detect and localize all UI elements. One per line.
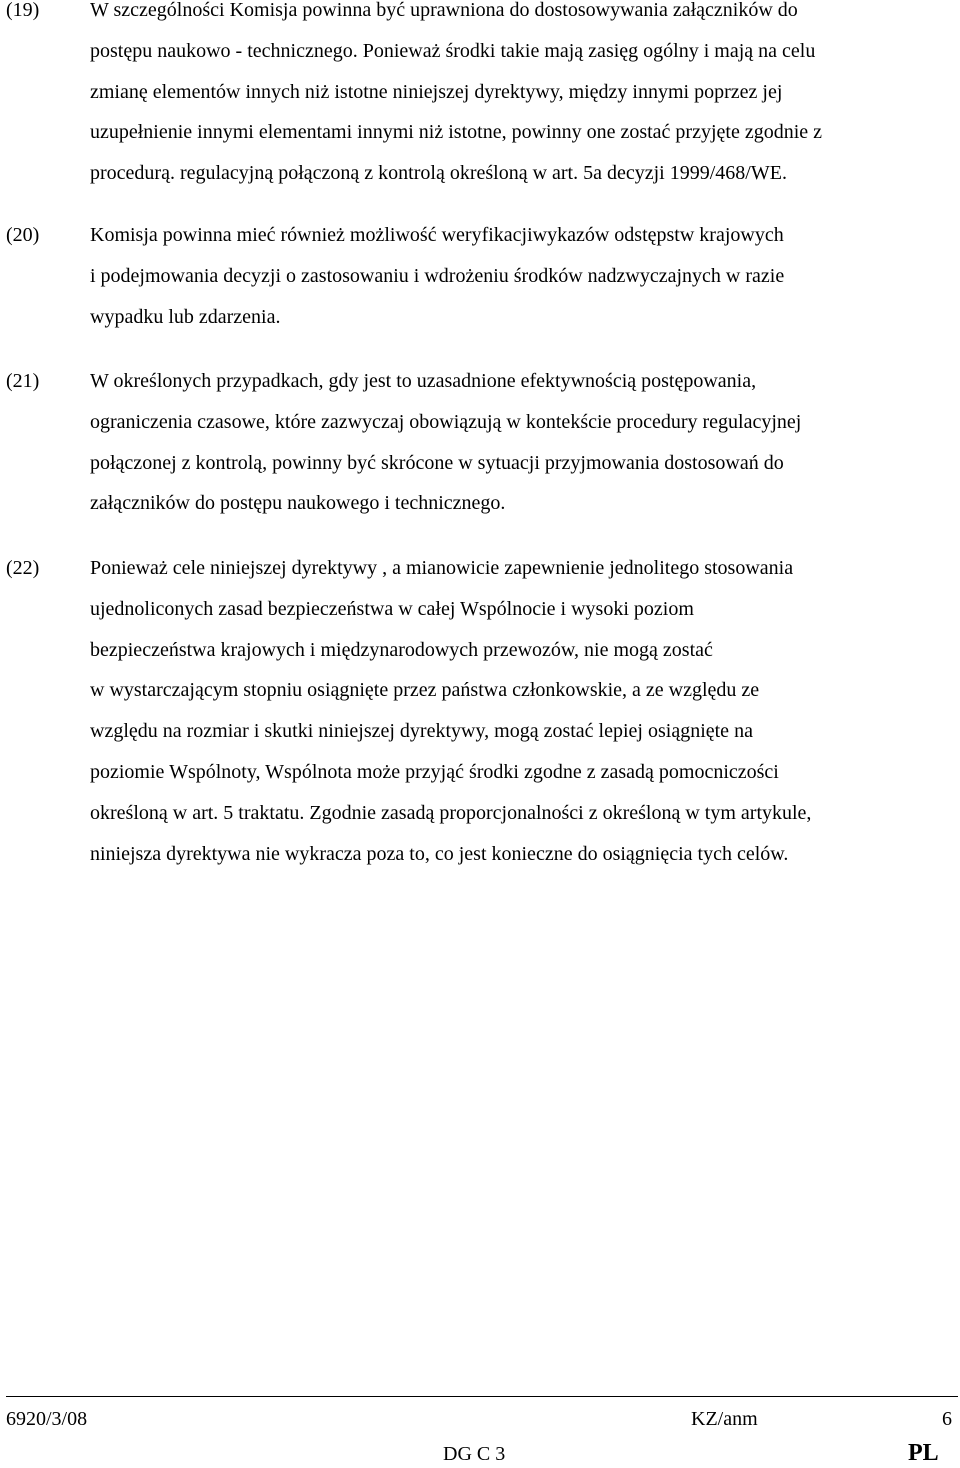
author-initials: KZ/anm <box>691 1408 758 1430</box>
paragraph-number: (21) <box>6 370 40 392</box>
text-line: ujednoliconych zasad bezpieczeństwa w całej Wspólnocie i wysoki poziom <box>90 597 694 620</box>
directorate-code: DG C 3 <box>443 1443 506 1465</box>
document-reference: 6920/3/08 <box>6 1408 88 1430</box>
paragraph-21 <box>0 361 960 524</box>
text-line: niniejsza dyrektywa nie wykracza poza to, co jest konieczne do osiągnięcia tych celów. <box>90 842 789 865</box>
text-line: Ponieważ cele niniejszej dyrektywy , a mianowicie zapewnienie jednolitego stosowania <box>90 557 794 579</box>
text-line: uzupełnienie innymi elementami innymi niż istotne, powinny one zostać przyjęte zgodnie z <box>90 121 823 144</box>
paragraph-20 <box>0 215 960 337</box>
text-line: poziomie Wspólnoty, Wspólnota może przyjąć środki zgodne z zasadą pomocniczości <box>90 760 779 783</box>
text-line: wypadku lub zdarzenia. <box>90 305 281 328</box>
text-line: postępu naukowo - technicznego. Ponieważ środki takie mają zasięg ogólny i mają na celu <box>90 39 816 62</box>
text-line: ograniczenia czasowe, które zazwyczaj obowiązują w kontekście procedury regulacyjnej <box>90 410 802 433</box>
paragraph-number: (20) <box>6 224 40 246</box>
text-line: W szczególności Komisja powinna być uprawniona do dostosowywania załączników do <box>90 0 798 21</box>
text-line: W określonych przypadkach, gdy jest to uzasadnione efektywnością postępowania, <box>90 370 757 392</box>
text-line: procedurą. regulacyjną połączoną z kontrolą określoną w art. 5a decyzji 1999/468/WE. <box>90 162 787 185</box>
footer-divider <box>6 1396 958 1397</box>
text-line: bezpieczeństwa krajowych i międzynarodowych przewozów, nie mogą zostać <box>90 638 713 661</box>
text-line: i podejmowania decyzji o zastosowaniu i wdrożeniu środków nadzwyczajnych w razie <box>90 264 785 287</box>
paragraph-number: (22) <box>6 557 40 579</box>
paragraph-text <box>90 361 925 524</box>
text-line: określoną w art. 5 traktatu. Zgodnie zasadą proporcjonalności z określoną w tym artykule, <box>90 801 812 824</box>
language-code: PL <box>908 1440 939 1466</box>
text-line: zmianę elementów innych niż istotne niniejszej dyrektywy, między innymi poprzez jej <box>90 80 783 103</box>
text-line: Komisja powinna mieć również możliwość weryfikacjiwykazów odstępstw krajowych <box>90 224 784 246</box>
text-line: w wystarczającym stopniu osiągnięte przez państwa członkowskie, a ze względu ze <box>90 679 760 702</box>
text-line: połączonej z kontrolą, powinny być skrócone w sytuacji przyjmowania dostosowań do <box>90 451 784 474</box>
text-line: załączników do postępu naukowego i technicznego. <box>90 492 506 515</box>
paragraph-number: (19) <box>6 0 40 21</box>
paragraph-22 <box>0 548 960 874</box>
text-line: względu na rozmiar i skutki niniejszej dyrektywy, mogą zostać lepiej osiągnięte na <box>90 720 753 743</box>
paragraph-text <box>90 0 925 194</box>
paragraph-text <box>90 548 925 874</box>
page-number: 6 <box>942 1408 952 1430</box>
paragraph-19 <box>0 0 960 194</box>
paragraph-text <box>90 215 925 337</box>
